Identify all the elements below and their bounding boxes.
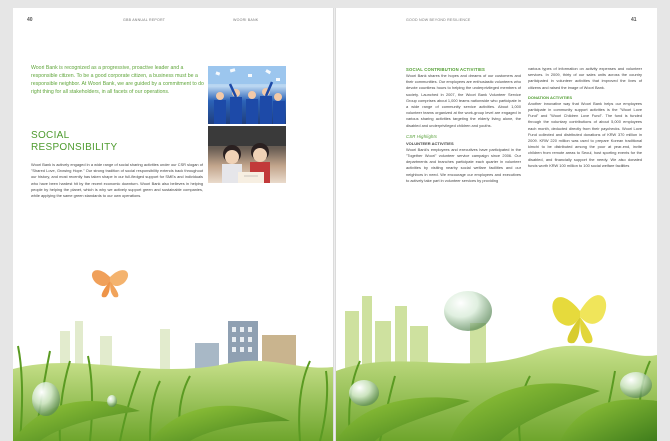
left-header-report: GBB ANNUAL REPORT: [123, 18, 166, 22]
csr-highlights-heading: CSR Highlights: [406, 133, 438, 139]
right-header: [336, 17, 657, 27]
section-title-line1: SOCIAL: [31, 130, 70, 141]
left-header: [13, 17, 333, 27]
right-column-2: [528, 66, 642, 172]
section-title-line2: RESPONSIBILITY: [31, 142, 118, 153]
section-title: [31, 130, 117, 154]
donation-activities-text: Another innovative way that Woori Bank helps our employees participate in community support activities is the "Woori Love Fund" and "Woori Children Love Fund". The fund is funded through the voluntary contributions of about 5,000 employees each month, deducted directly from their paychecks. Woori Love Fund collected and distributed donations of KRW 370 million in 2009. KRW 220 million was used to prepare Korean traditional kimchi to be distributed among the poor at year-end, invite children from remote areas to Seoul, host sporting events for the disabled, and financially support the needy. We also donated funds worth KRW 100 million to 100 social welfare facilities: [528, 100, 642, 168]
left-page-number: 40: [27, 17, 33, 23]
orange-butterfly-icon: [92, 270, 128, 297]
children-photo: [208, 126, 286, 183]
left-header-brand: WOORI BANK: [233, 18, 259, 22]
right-column-1: [406, 66, 521, 187]
right-header-text: GOOD NOW BEYOND RESILIENCE: [406, 18, 471, 22]
volunteers-photo: [208, 66, 286, 124]
donation-activities-heading: DONATION ACTIVITIES: [528, 94, 572, 100]
social-contribution-heading: SOCIAL CONTRIBUTION ACTIVITIES: [406, 67, 486, 72]
volunteer-continued-text: various types of information on activity expenses and volunteer services. In 2009, thirty of our sales units across the country participated in volunteer activities that improved the lives of citizens and raised the image of Woori Bank.: [528, 66, 642, 90]
volunteer-activities-text: Woori Bank's employees and executives have participated in the "Together Woori" volunteer service campaign since 2006. Our departments and branches participate each quarter in volunteer activities by visiting nearby social welfare facilities and our neighbors in need. We encourage our employees and executives to actively take part in volunteer services by providing: [406, 146, 521, 183]
left-body-text: Woori Bank is actively engaged in a wide range of social sharing activities under our CSR slogan of "Shared Love, Growing Hope." Our strong tradition of social responsibility extends back throughout our history, and most recently has taken shape in our full-fledged support for SMEs and individuals who have been hardest hit by the recent economic downturn. Woori Bank also believes in helping people by helping the planet, which is why we actively support green and sustainable companies, while applying the same green standards to our own operations.: [31, 162, 203, 199]
nature-illustration: [0, 251, 670, 441]
volunteer-activities-heading: VOLUNTEER ACTIVITIES: [406, 140, 454, 146]
right-page-number: 41: [631, 17, 637, 23]
intro-statement: Woori Bank is recognized as a progressive, proactive leader and a responsible citizen. To be a good corporate citizen, a business must be a responsible neighbor. At Woori Bank, we are guided by a commitment to do right thing for all stakeholders, in all facets of our operations.: [31, 65, 204, 95]
social-contribution-text: Woori Bank shares the hopes and dreams of our customers and their communities. Our employees are enthusiastic volunteers who devote countless hours to helping the underprivileged members of society. Launched in 2007, the Woori Bank Volunteer Service Group comprises about 1,000 teams nationwide who participate in a wide range of community service activities. About 1,000 volunteer teams organized at the work-group level are engaged in various sharing activities targeting the elderly living alone, the disabled and underprivileged children and youths.: [406, 73, 521, 128]
yellow-butterfly-icon: [552, 295, 606, 343]
